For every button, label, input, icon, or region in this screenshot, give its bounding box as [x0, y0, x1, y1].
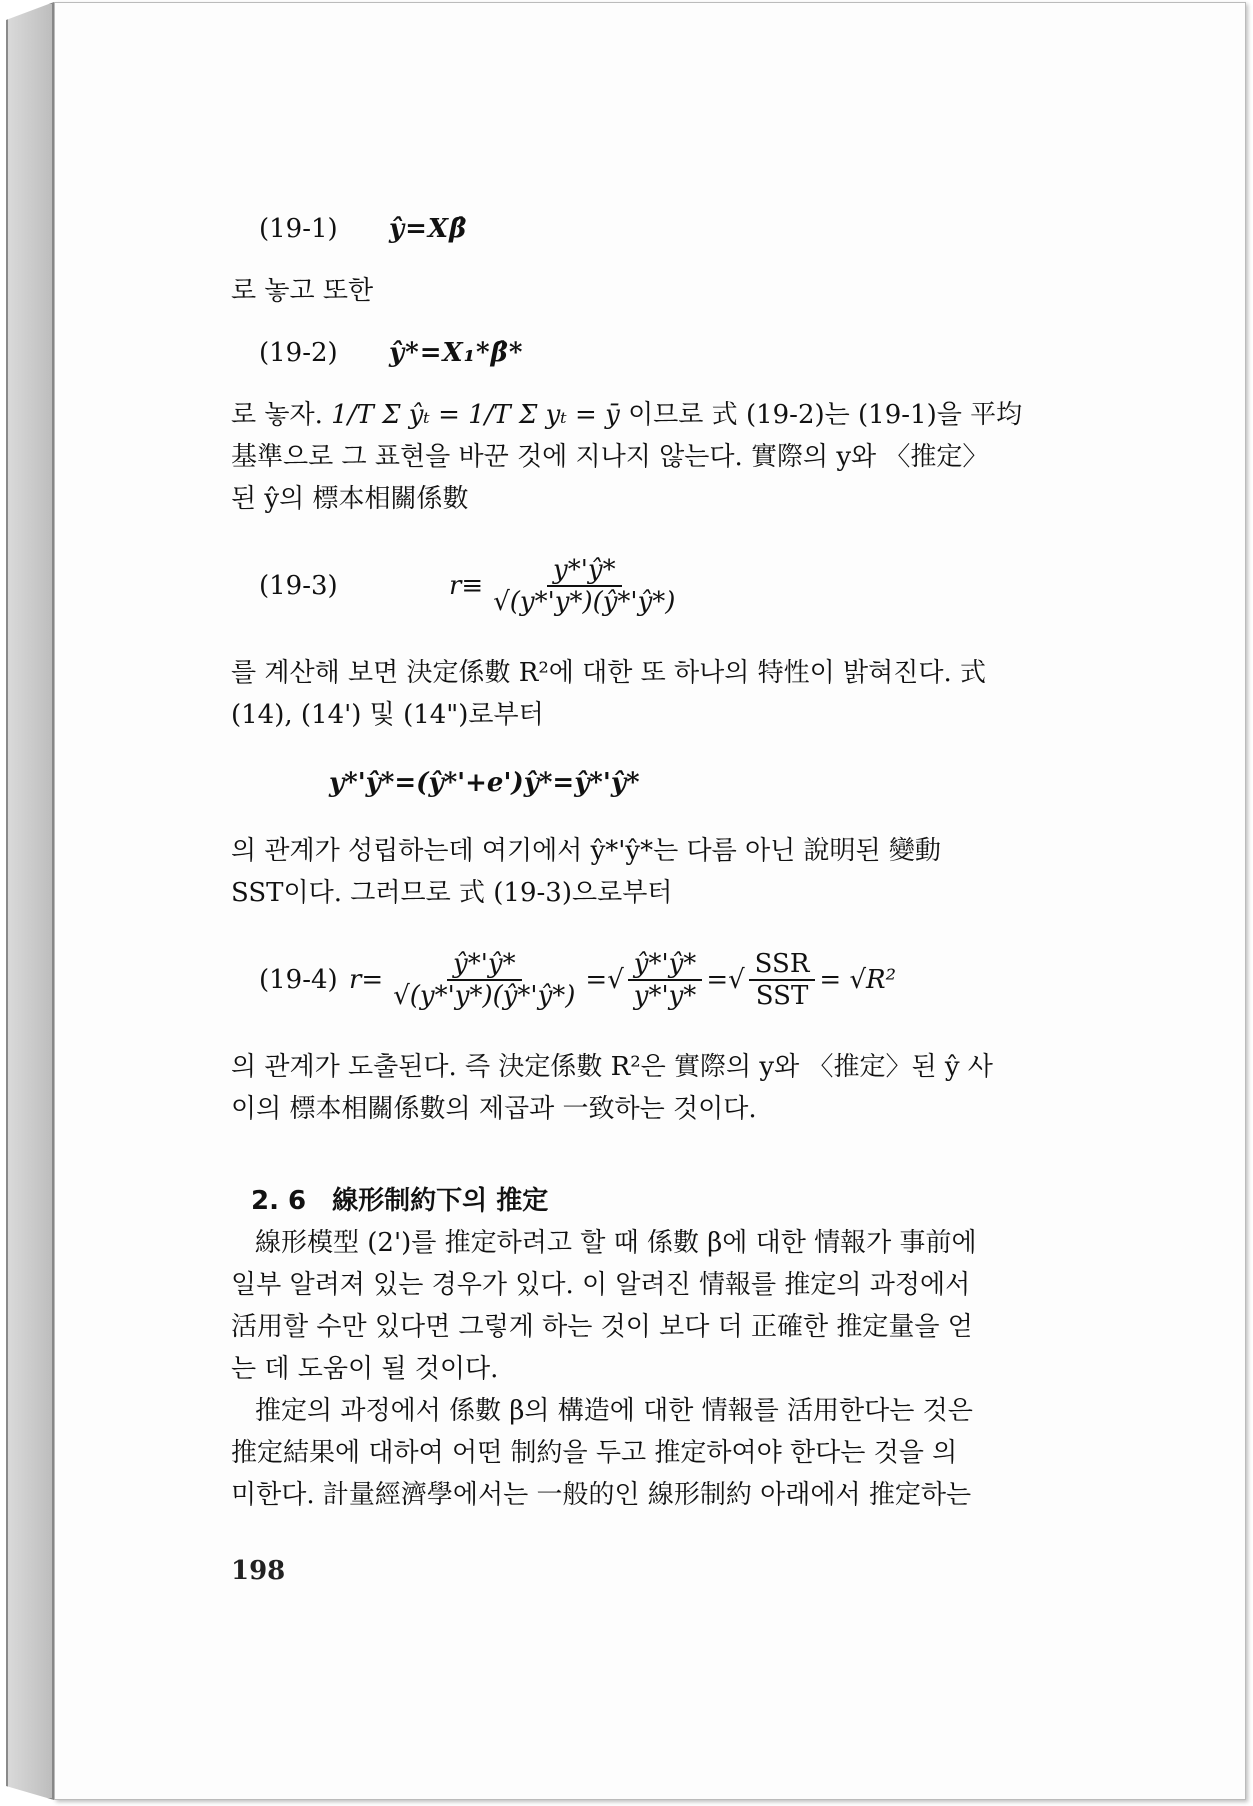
equation-tail: = √R²: [819, 965, 897, 995]
text-line: [231, 394, 1111, 436]
text-line: 線形模型 (2')를 推定하려고 할 때 係數 β에 대한 情報가 事前에: [255, 1228, 977, 1258]
text-segment: 이므로 式 (19-2)는 (19-1)을 平均: [628, 400, 1023, 430]
text-line: 를 계산해 보면 決定係數 R²에 대한 또 하나의 特性이 밝혀진다. 式: [231, 658, 986, 688]
section-heading: 2. 6 線形制約下의 推定: [251, 1186, 549, 1216]
book-page: [54, 2, 1246, 1800]
text-line: 活用할 수만 있다면 그렇게 하는 것이 보다 더 正確한 推定量을 얻: [231, 1312, 973, 1342]
fraction-numerator: y*'ŷ*: [547, 555, 622, 587]
equation-body: ŷ*=X₁*β̂*: [389, 338, 524, 368]
fraction-denominator: y*'y*: [633, 981, 697, 1011]
equation-number: (19-3): [259, 571, 338, 601]
fraction-numerator: ŷ*'ŷ*: [628, 949, 703, 981]
fraction: [487, 555, 681, 617]
inline-math: 1/T Σ ŷₜ = 1/T Σ yₜ = ȳ: [331, 400, 620, 430]
text-line: 일부 알려져 있는 경우가 있다. 이 알려진 情報를 推定의 과정에서: [231, 1270, 971, 1300]
page-content: [231, 188, 1111, 1516]
text-line: 미한다. 計量經濟學에서는 一般的인 線形制約 아래에서 推定하는: [231, 1480, 972, 1510]
equation-19-3: [259, 546, 1111, 626]
text-line: 는 데 도움이 될 것이다.: [231, 1354, 499, 1384]
equals-sqrt: =√: [706, 965, 745, 995]
equation-lhs: r≡: [449, 571, 484, 601]
paragraph-1: [231, 1222, 1111, 1390]
fraction-denominator: √(y*'y*)(ŷ*'ŷ*): [393, 981, 576, 1011]
fraction: [628, 949, 703, 1011]
equation-body: ŷ=Xβ̂: [389, 214, 468, 244]
equation-number: (19-2): [259, 338, 338, 368]
fraction-numerator: SSR: [749, 949, 816, 981]
text-line: 의 관계가 성립하는데 여기에서 ŷ*'ŷ*는 다름 아닌 說明된 變動: [231, 836, 941, 866]
fraction-denominator: SST: [755, 981, 809, 1011]
text-segment: 로 놓자.: [231, 400, 323, 430]
equation-number: (19-1): [259, 214, 338, 244]
fraction: [387, 949, 581, 1011]
text-line: 로 놓고 또한: [231, 276, 374, 306]
text-line: 의 관계가 도출된다. 즉 決定係數 R²은 實際의 y와 〈推定〉된 ŷ 사: [231, 1052, 993, 1082]
text-line: SST이다. 그러므로 式 (19-3)으로부터: [231, 878, 673, 908]
equation-19-1: [259, 206, 1111, 252]
display-equation: y*'ŷ*=(ŷ*'+e')ŷ*=ŷ*'ŷ*: [329, 768, 640, 798]
equation-19-2: [259, 330, 1111, 376]
text-line: 이의 標本相關係數의 제곱과 一致하는 것이다.: [231, 1094, 757, 1124]
fraction: [749, 949, 816, 1011]
book-spine-edge: [6, 2, 54, 1800]
page-number: 198: [231, 1556, 286, 1586]
text-line: 基準으로 그 표현을 바꾼 것에 지나지 않는다. 實際의 y와 〈推定〉: [231, 442, 989, 472]
paragraph-2: [231, 1390, 1111, 1516]
fraction-numerator: ŷ*'ŷ*: [447, 949, 522, 981]
text-line: 推定結果에 대하여 어떤 制約을 두고 推定하여야 한다는 것을 의: [231, 1438, 958, 1468]
equation-19-4: [259, 940, 1111, 1020]
equation-number: (19-4): [259, 965, 338, 995]
equals-sqrt: =√: [585, 965, 624, 995]
fraction-denominator: √(y*'y*)(ŷ*'ŷ*): [493, 587, 676, 617]
text-line: (14), (14') 및 (14")로부터: [231, 700, 544, 730]
text-line: 된 ŷ의 標本相關係數: [231, 484, 469, 514]
equation-lhs: r=: [349, 965, 384, 995]
text-line: 推定의 과정에서 係數 β의 構造에 대한 情報를 活用한다는 것은: [255, 1396, 973, 1426]
